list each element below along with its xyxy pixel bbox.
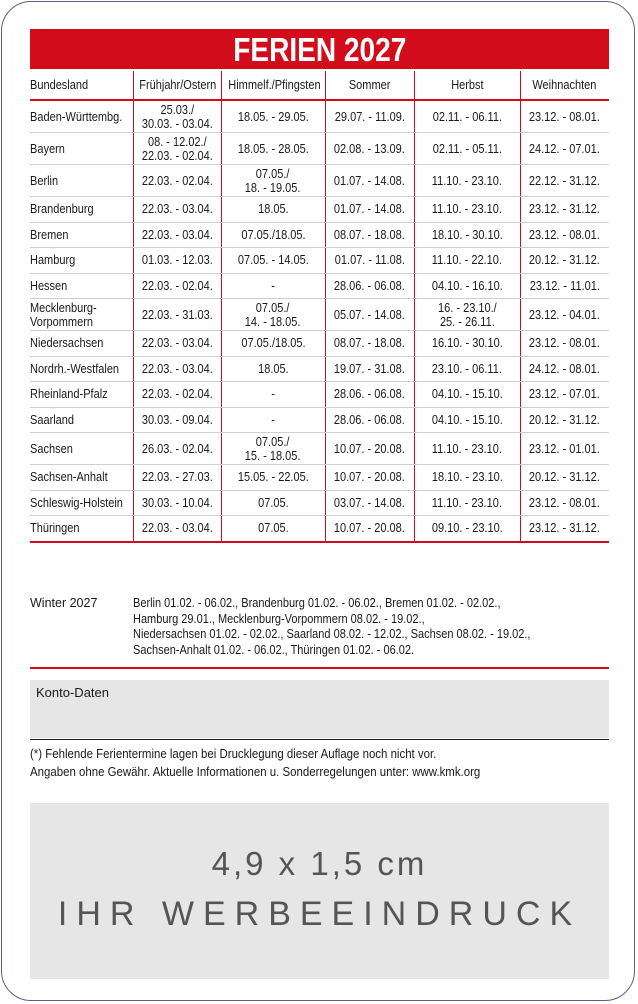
spring-cell xyxy=(133,382,221,408)
autumn-cell xyxy=(414,273,520,299)
cell-line: 07.05./18.05. xyxy=(240,227,306,242)
cell-line: 07.05. xyxy=(257,495,289,510)
cell-line: Saarland xyxy=(30,412,75,427)
christmas-cell xyxy=(520,100,609,133)
christmas-cell xyxy=(520,433,609,465)
summer-cell xyxy=(325,331,414,357)
cell-line: 23.12. - 07.01. xyxy=(529,387,601,402)
cell-line: 19.07. - 31.08. xyxy=(334,361,405,376)
header-herbst: Herbst xyxy=(414,71,520,100)
pentecost-cell xyxy=(221,407,325,433)
cell-line: 22.03. - 31.03. xyxy=(141,307,213,322)
cell-line: 11.10. - 23.10. xyxy=(431,495,503,510)
autumn-cell xyxy=(414,100,520,133)
spring-cell xyxy=(133,197,221,223)
autumn-cell xyxy=(414,407,520,433)
cell-line: 23.12. - 08.01. xyxy=(529,109,601,124)
cell-line: 23.12. - 31.12. xyxy=(529,521,601,536)
christmas-cell xyxy=(520,407,609,433)
summer-cell xyxy=(325,490,414,516)
cell-line: 02.11. - 05.11. xyxy=(432,141,502,156)
autumn-cell xyxy=(414,133,520,165)
cell-line: Thüringen xyxy=(30,521,80,536)
christmas-cell xyxy=(520,331,609,357)
cell-line: 08. - 12.02./ xyxy=(147,134,207,149)
state-cell xyxy=(30,356,133,382)
summer-cell xyxy=(325,197,414,223)
cell-line: 20.12. - 31.12. xyxy=(529,253,601,268)
section-divider xyxy=(30,667,609,669)
header-weihnachten: Weihnachten xyxy=(520,71,609,100)
winter-dates xyxy=(133,596,613,658)
christmas-cell xyxy=(520,273,609,299)
autumn-cell xyxy=(414,222,520,248)
cell-line: 04.10. - 15.10. xyxy=(431,412,503,427)
cell-line: Hamburg xyxy=(30,253,76,268)
cell-line: Hessen xyxy=(30,278,68,293)
table-row xyxy=(30,433,609,465)
christmas-cell xyxy=(520,133,609,165)
state-cell xyxy=(30,433,133,465)
cell-line: 04.10. - 16.10. xyxy=(431,278,503,293)
table-header-row xyxy=(30,71,609,100)
christmas-cell xyxy=(520,197,609,223)
cell-line: 22.03. - 27.03. xyxy=(141,470,213,485)
cell-line: 09.10. - 23.10. xyxy=(431,521,503,536)
winter-line: Sachsen-Anhalt 01.02. - 06.02., Thüringen 01.02. - 06.02. xyxy=(133,642,415,657)
table-row xyxy=(30,100,609,133)
summer-cell xyxy=(325,222,414,248)
cell-line: 18.05. - 28.05. xyxy=(237,141,309,156)
state-cell xyxy=(30,516,133,542)
cell-line: 24.12. - 07.01. xyxy=(529,141,601,156)
header-sommer: Sommer xyxy=(325,71,414,100)
cell-line: 03.07. - 14.08. xyxy=(334,495,405,510)
state-cell xyxy=(30,133,133,165)
cell-line: 08.07. - 18.08. xyxy=(334,336,405,351)
autumn-cell xyxy=(414,465,520,491)
cell-line: Niedersachsen xyxy=(30,336,104,351)
state-cell xyxy=(30,331,133,357)
cell-line: 16.10. - 30.10. xyxy=(431,336,503,351)
state-cell xyxy=(30,197,133,223)
state-cell xyxy=(30,382,133,408)
cell-line: 22.12. - 31.12. xyxy=(529,173,601,188)
summer-cell xyxy=(325,516,414,542)
cell-line: 16. - 23.10./ xyxy=(437,300,497,315)
header-pfingsten: Himmelf./Pfingsten xyxy=(221,71,325,100)
christmas-cell xyxy=(520,465,609,491)
winter-line: Berlin 01.02. - 06.02., Brandenburg 01.02. - 06.02., Bremen 01.02. - 02.02., xyxy=(133,596,501,610)
winter-line: Hamburg 29.01., Mecklenburg-Vorpommern 08.02. - 19.02., xyxy=(133,611,425,626)
header-bundesland: Bundesland xyxy=(30,71,133,100)
pentecost-cell xyxy=(221,331,325,357)
cell-line: 05.07. - 14.08. xyxy=(334,307,405,322)
cell-line: 23.12. - 08.01. xyxy=(529,495,601,510)
cell-line: 28.06. - 06.08. xyxy=(334,387,405,402)
cell-line: Brandenburg xyxy=(30,202,94,217)
summer-cell xyxy=(325,273,414,299)
autumn-cell xyxy=(414,197,520,223)
cell-line: Bremen xyxy=(30,227,69,242)
cell-line: 07.05./ xyxy=(256,434,290,449)
autumn-cell xyxy=(414,248,520,274)
cell-line: 29.07. - 11.09. xyxy=(334,109,405,124)
cell-line: 30.03. - 09.04. xyxy=(141,412,213,427)
cell-line: 23.12. - 08.01. xyxy=(529,336,601,351)
cell-line: 23.12. - 11.01. xyxy=(529,278,600,293)
cell-line: 18.05. xyxy=(257,361,289,376)
cell-line: 10.07. - 20.08. xyxy=(334,470,405,485)
spring-cell xyxy=(133,133,221,165)
cell-line: 02.11. - 06.11. xyxy=(432,109,502,124)
cell-line: 01.03. - 12.03. xyxy=(141,253,213,268)
spring-cell xyxy=(133,299,221,331)
pentecost-cell xyxy=(221,133,325,165)
cell-line: 28.06. - 06.08. xyxy=(334,278,405,293)
pentecost-cell xyxy=(221,356,325,382)
cell-line: 01.07. - 11.08. xyxy=(334,253,405,268)
spring-cell xyxy=(133,165,221,197)
cell-line: 18.05. xyxy=(257,202,289,217)
table-row xyxy=(30,331,609,357)
footnote-line: Angaben ohne Gewähr. Aktuelle Informationen u. Sonderregelungen unter: www.kmk.org xyxy=(30,764,481,779)
christmas-cell xyxy=(520,248,609,274)
cell-line: Bayern xyxy=(30,141,65,156)
christmas-cell xyxy=(520,356,609,382)
pentecost-cell xyxy=(221,490,325,516)
cell-line: 10.07. - 20.08. xyxy=(334,521,405,536)
cell-line: 28.06. - 06.08. xyxy=(334,412,405,427)
spring-cell xyxy=(133,433,221,465)
cell-line: 22.03. - 03.04. xyxy=(141,202,213,217)
table-row xyxy=(30,248,609,274)
cell-line: Mecklenburg- xyxy=(30,300,97,315)
cell-line: 25.03./ xyxy=(160,102,194,117)
cell-line: 26.03. - 02.04. xyxy=(141,441,213,456)
cell-line: 07.05./ xyxy=(256,300,290,315)
pentecost-cell xyxy=(221,433,325,465)
table-row xyxy=(30,299,609,331)
state-cell xyxy=(30,222,133,248)
autumn-cell xyxy=(414,382,520,408)
cell-line: Schleswig-Holstein xyxy=(30,495,123,510)
autumn-cell xyxy=(414,331,520,357)
account-data-field[interactable] xyxy=(30,680,609,738)
summer-cell xyxy=(325,248,414,274)
cell-line: 07.05./ xyxy=(256,166,290,181)
cell-line: 14. - 18.05. xyxy=(245,314,301,329)
cell-line: 20.12. - 31.12. xyxy=(529,470,601,485)
cell-line: 11.10. - 23.10. xyxy=(431,173,503,188)
table-row xyxy=(30,197,609,223)
pentecost-cell xyxy=(221,465,325,491)
autumn-cell xyxy=(414,490,520,516)
summer-cell xyxy=(325,299,414,331)
cell-line: 11.10. - 23.10. xyxy=(431,202,503,217)
state-cell xyxy=(30,100,133,133)
cell-line: 10.07. - 20.08. xyxy=(334,441,405,456)
pentecost-cell xyxy=(221,382,325,408)
cell-line: Baden-Württembg. xyxy=(30,109,123,124)
pentecost-cell xyxy=(221,222,325,248)
state-cell xyxy=(30,299,133,331)
cell-line: 23.12. - 01.01. xyxy=(529,441,601,456)
table-row xyxy=(30,465,609,491)
cell-line: 22.03. - 02.04. xyxy=(141,173,213,188)
account-data-label: Konto-Daten xyxy=(36,685,109,700)
table-row xyxy=(30,356,609,382)
table-row xyxy=(30,133,609,165)
winter-line: Niedersachsen 01.02. - 02.02., Saarland 08.02. - 12.02., Sachsen 08.02. - 19.02., xyxy=(133,627,531,641)
cell-line: 18. - 19.05. xyxy=(245,180,301,195)
spring-cell xyxy=(133,407,221,433)
autumn-cell xyxy=(414,356,520,382)
holiday-table xyxy=(30,71,609,543)
cell-line: - xyxy=(271,387,275,402)
spring-cell xyxy=(133,222,221,248)
header-fruehjahr: Frühjahr/Ostern xyxy=(133,71,221,100)
autumn-cell xyxy=(414,433,520,465)
ad-imprint-label: IHR WERBEEINDRUCK xyxy=(57,895,582,933)
autumn-cell xyxy=(414,299,520,331)
christmas-cell xyxy=(520,165,609,197)
cell-line: 07.05./18.05. xyxy=(240,336,306,351)
cell-line: 15.05. - 22.05. xyxy=(237,470,309,485)
summer-cell xyxy=(325,433,414,465)
cell-line: Nordrh.-Westfalen xyxy=(30,361,120,376)
christmas-cell xyxy=(520,222,609,248)
summer-cell xyxy=(325,133,414,165)
christmas-cell xyxy=(520,382,609,408)
account-data-underline xyxy=(30,739,609,740)
summer-cell xyxy=(325,407,414,433)
cell-line: 25. - 26.11. xyxy=(439,314,495,329)
cell-line: 07.05. - 14.05. xyxy=(237,253,309,268)
cell-line: 07.05. xyxy=(257,521,289,536)
state-cell xyxy=(30,490,133,516)
cell-line: 11.10. - 22.10. xyxy=(431,253,503,268)
summer-cell xyxy=(325,465,414,491)
ad-size-label: 4,9 x 1,5 cm xyxy=(211,845,428,882)
pentecost-cell xyxy=(221,165,325,197)
cell-line: 18.10. - 23.10. xyxy=(431,470,503,485)
summer-cell xyxy=(325,382,414,408)
cell-line: 11.10. - 23.10. xyxy=(431,441,503,456)
pentecost-cell xyxy=(221,197,325,223)
spring-cell xyxy=(133,331,221,357)
cell-line: 02.08. - 13.09. xyxy=(334,141,405,156)
footnote-line: (*) Fehlende Ferientermine lagen bei Drucklegung dieser Auflage noch nicht vor. xyxy=(30,746,437,761)
christmas-cell xyxy=(520,490,609,516)
table-row xyxy=(30,407,609,433)
cell-line: Sachsen-Anhalt xyxy=(30,470,108,485)
cell-line: 01.07. - 14.08. xyxy=(334,173,405,188)
summer-cell xyxy=(325,100,414,133)
summer-cell xyxy=(325,356,414,382)
table-row xyxy=(30,273,609,299)
christmas-cell xyxy=(520,299,609,331)
table-row xyxy=(30,490,609,516)
cell-line: 22.03. - 02.04. xyxy=(141,387,213,402)
pentecost-cell xyxy=(221,299,325,331)
state-cell xyxy=(30,248,133,274)
title-banner xyxy=(30,29,609,69)
spring-cell xyxy=(133,100,221,133)
cell-line: 22.03. - 03.04. xyxy=(141,521,213,536)
cell-line: 23.12. - 31.12. xyxy=(529,202,601,217)
spring-cell xyxy=(133,516,221,542)
spring-cell xyxy=(133,356,221,382)
cell-line: 22.03. - 02.04. xyxy=(141,278,213,293)
cell-line: 08.07. - 18.08. xyxy=(334,227,405,242)
pentecost-cell xyxy=(221,273,325,299)
cell-line: 22.03. - 03.04. xyxy=(141,227,213,242)
table-row xyxy=(30,382,609,408)
state-cell xyxy=(30,407,133,433)
cell-line: Sachsen xyxy=(30,441,73,456)
cell-line: 18.10. - 30.10. xyxy=(431,227,503,242)
winter-label: Winter 2027 xyxy=(30,596,98,610)
cell-line: 30.03. - 03.04. xyxy=(141,116,213,131)
spring-cell xyxy=(133,490,221,516)
footnote xyxy=(30,745,609,781)
cell-line: 01.07. - 14.08. xyxy=(334,202,405,217)
christmas-cell xyxy=(520,516,609,542)
cell-line: Berlin xyxy=(30,173,59,188)
cell-line: 23.12. - 04.01. xyxy=(529,307,601,322)
cell-line: 23.10. - 06.11. xyxy=(431,361,503,376)
page-title: FERIEN 2027 xyxy=(232,31,407,68)
cell-line: 18.05. - 29.05. xyxy=(237,109,309,124)
cell-line: 23.12. - 08.01. xyxy=(529,227,601,242)
spring-cell xyxy=(133,465,221,491)
cell-line: 30.03. - 10.04. xyxy=(141,495,213,510)
cell-line: 04.10. - 15.10. xyxy=(431,387,503,402)
autumn-cell xyxy=(414,165,520,197)
table-row xyxy=(30,516,609,542)
state-cell xyxy=(30,465,133,491)
state-cell xyxy=(30,273,133,299)
ad-placeholder xyxy=(30,803,609,979)
cell-line: Vorpommern xyxy=(30,314,93,329)
autumn-cell xyxy=(414,516,520,542)
table-row xyxy=(30,222,609,248)
summer-cell xyxy=(325,165,414,197)
cell-line: 22.03. - 03.04. xyxy=(141,336,213,351)
spring-cell xyxy=(133,248,221,274)
table-row xyxy=(30,165,609,197)
cell-line: 22.03. - 02.04. xyxy=(141,148,213,163)
cell-line: 24.12. - 08.01. xyxy=(529,361,601,376)
cell-line: - xyxy=(271,278,275,293)
pentecost-cell xyxy=(221,248,325,274)
cell-line: Rheinland-Pfalz xyxy=(30,387,108,402)
cell-line: 20.12. - 31.12. xyxy=(529,412,601,427)
state-cell xyxy=(30,165,133,197)
pentecost-cell xyxy=(221,516,325,542)
cell-line: 15. - 18.05. xyxy=(245,448,301,463)
spring-cell xyxy=(133,273,221,299)
cell-line: - xyxy=(271,412,275,427)
cell-line: 22.03. - 03.04. xyxy=(141,361,213,376)
pentecost-cell xyxy=(221,100,325,133)
